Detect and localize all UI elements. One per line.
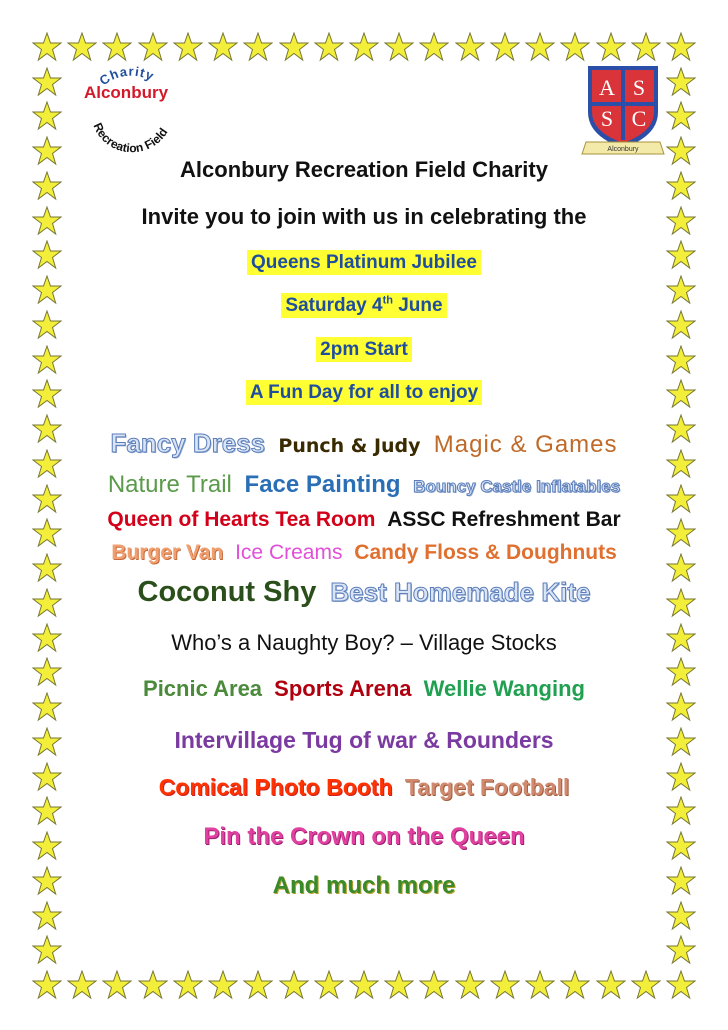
charity-logo (74, 60, 184, 155)
attractions-row-2 (0, 471, 728, 499)
nature-trail: Nature Trail (107, 471, 232, 498)
star-icon (32, 901, 62, 931)
star-icon (138, 970, 168, 1000)
star-icon (349, 970, 379, 1000)
start-time-text: 2pm Start (316, 337, 412, 362)
star-icon (243, 970, 273, 1000)
star-icon (67, 32, 97, 62)
logo-top-text: Charity (96, 63, 157, 89)
star-icon (666, 970, 696, 1000)
star-icon (490, 32, 520, 62)
burger-van: Burger Van (111, 541, 224, 564)
svg-text:Recreation Field (91, 121, 171, 155)
star-icon (560, 970, 590, 1000)
invite-line: Invite you to join with us in celebrating the (141, 204, 587, 229)
star-icon (32, 67, 62, 97)
star-icon (666, 101, 696, 131)
attractions-row-4 (0, 541, 728, 565)
star-icon (525, 970, 555, 1000)
star-icon (102, 32, 132, 62)
logo-bottom-text: Recreation Field (90, 120, 171, 155)
star-icon (208, 970, 238, 1000)
star-icon (666, 32, 696, 62)
attractions-row-5 (0, 576, 728, 609)
bouncy-castle: Bouncy Castle Inflatables (413, 477, 621, 496)
crest-letter-s1: S (632, 75, 646, 100)
event-date (0, 295, 728, 317)
star-icon (208, 32, 238, 62)
attractions-row-1 (0, 428, 728, 459)
attractions-row-6 (0, 676, 728, 702)
crest-ribbon-text: Alconbury (607, 146, 639, 153)
star-icon (419, 32, 449, 62)
photo-booth: Comical Photo Booth (158, 774, 393, 800)
attractions-row-7 (0, 774, 728, 801)
wellie-wanging: Wellie Wanging (423, 676, 585, 701)
tagline (0, 382, 728, 404)
date-prefix: Saturday 4 (285, 295, 383, 317)
star-icon (631, 32, 661, 62)
magic-and-games: Magic & Games (433, 431, 618, 458)
star-icon (32, 935, 62, 965)
start-time (0, 339, 728, 361)
star-icon (384, 32, 414, 62)
refreshment-bar: ASSC Refreshment Bar (387, 508, 621, 531)
star-icon (32, 101, 62, 131)
candy-floss: Candy Floss & Doughnuts (354, 541, 617, 564)
event-name (0, 252, 728, 274)
sports-arena: Sports Arena (274, 676, 412, 701)
target-football: Target Football (404, 774, 570, 800)
star-icon (32, 32, 62, 62)
event-date-text (281, 293, 446, 318)
ice-creams: Ice Creams (235, 541, 343, 564)
village-stocks: Who’s a Naughty Boy? – Village Stocks (171, 630, 557, 655)
assc-crest (580, 62, 666, 158)
star-icon (455, 970, 485, 1000)
pin-the-crown: Pin the Crown on the Queen (203, 823, 525, 850)
date-sup: th (382, 295, 393, 307)
star-icon (384, 970, 414, 1000)
star-icon (314, 32, 344, 62)
tagline-text: A Fun Day for all to enjoy (246, 380, 482, 405)
tea-room: Queen of Hearts Tea Room (107, 508, 376, 531)
page-title: Alconbury Recreation Field Charity (180, 157, 548, 182)
star-icon (666, 67, 696, 97)
star-icon (596, 970, 626, 1000)
star-icon (279, 970, 309, 1000)
tug-of-war: Intervillage Tug of war & Rounders (174, 727, 554, 753)
star-icon (419, 970, 449, 1000)
picnic-area: Picnic Area (143, 676, 263, 701)
star-icon (243, 32, 273, 62)
star-icon (596, 32, 626, 62)
coconut-shy: Coconut Shy (137, 576, 317, 608)
star-icon (173, 970, 203, 1000)
date-suffix: June (392, 295, 443, 317)
star-icon (67, 970, 97, 1000)
star-icon (666, 935, 696, 965)
logo-middle-text: Alconbury (83, 83, 169, 102)
star-icon (279, 32, 309, 62)
attractions-row-3 (0, 508, 728, 532)
star-icon (173, 32, 203, 62)
fancy-dress: Fancy Dress (110, 428, 266, 458)
star-icon (490, 970, 520, 1000)
star-icon (32, 970, 62, 1000)
star-icon (349, 32, 379, 62)
and-much-more: And much more (272, 872, 456, 899)
punch-and-judy: Punch & Judy (278, 435, 421, 457)
star-icon (314, 970, 344, 1000)
crest-letter-c: C (631, 106, 647, 131)
star-icon (631, 970, 661, 1000)
star-icon (138, 32, 168, 62)
crest-letter-s2: S (600, 106, 614, 131)
event-name-text: Queens Platinum Jubilee (247, 250, 481, 275)
homemade-kite: Best Homemade Kite (330, 577, 591, 607)
star-icon (525, 32, 555, 62)
star-icon (455, 32, 485, 62)
star-icon (102, 970, 132, 1000)
star-icon (560, 32, 590, 62)
crest-letter-a: A (599, 75, 615, 100)
face-painting: Face Painting (244, 471, 401, 498)
star-icon (666, 901, 696, 931)
